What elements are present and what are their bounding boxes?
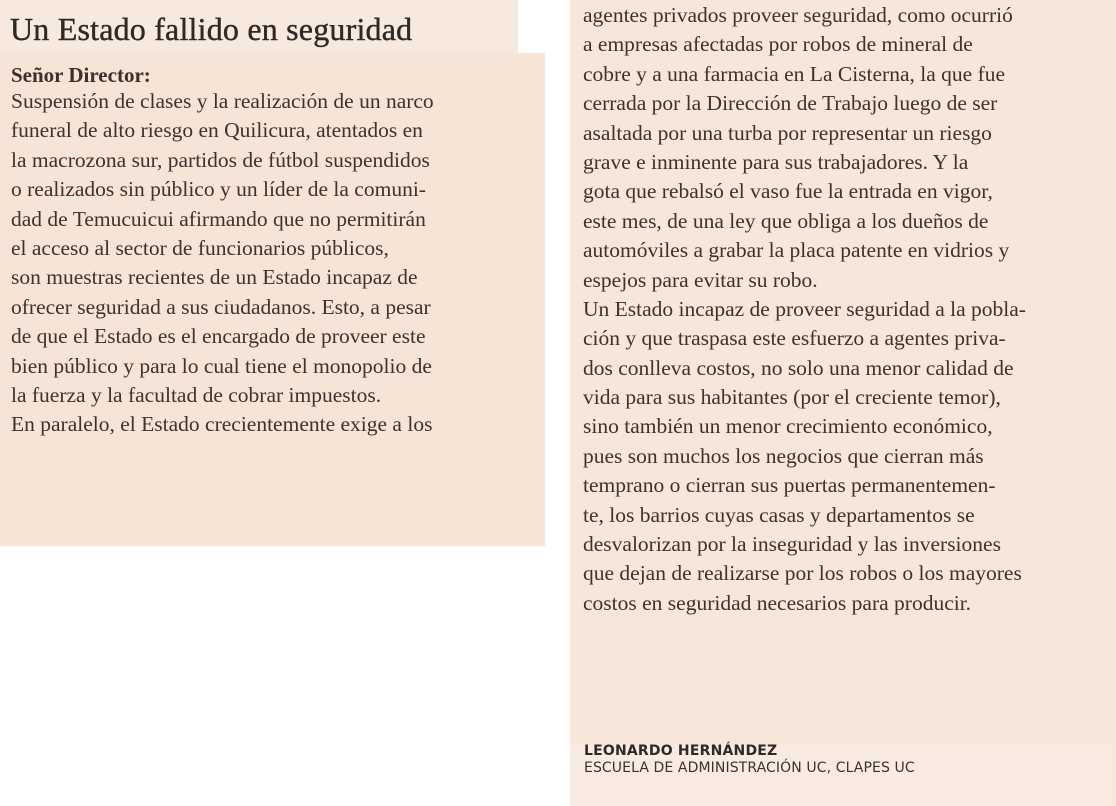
salutation: Señor Director: — [11, 63, 151, 87]
text-line: pues son muchos los negocios que cierran más — [583, 443, 984, 468]
text-line: la fuerza y la facultad de cobrar impuestos. — [11, 382, 382, 407]
author-affiliation: ESCUELA DE ADMINISTRACIÓN UC, CLAPES UC — [584, 760, 915, 776]
text-line: grave e inminente para sus trabajadores. Y la — [583, 149, 969, 174]
text-line: el acceso al sector de funcionarios públicos, — [11, 235, 389, 260]
text-line: ción y que traspasa este esfuerzo a agentes priva- — [583, 326, 1006, 351]
text-line: cerrada por la Dirección de Trabajo luego de ser — [583, 91, 998, 116]
article-title: Un Estado fallido en seguridad — [10, 11, 413, 47]
text-line: bien público y para lo cual tiene el monopolio de — [11, 353, 432, 378]
text-line: a empresas afectadas por robos de mineral de — [583, 32, 973, 57]
text-line: espejos para evitar su robo. — [583, 267, 818, 292]
text-line: sino también un menor crecimiento económico, — [583, 414, 993, 439]
text-line: temprano o cierran sus puertas permanentemen- — [583, 473, 996, 498]
text-line: cobre y a una farmacia en La Cisterna, la que fue — [583, 61, 1006, 86]
text-line: son muestras recientes de un Estado incapaz de — [11, 265, 418, 290]
text-line: te, los barrios cuyas casas y departamentos se — [583, 502, 975, 527]
text-line: este mes, de una ley que obliga a los dueños de — [583, 208, 989, 233]
text-line: ofrecer seguridad a sus ciudadanos. Esto, a pesar — [11, 294, 431, 319]
author-name: LEONARDO HERNÁNDEZ — [584, 743, 778, 759]
text-line: de que el Estado es el encargado de proveer este — [11, 324, 426, 349]
text-line: la macrozona sur, partidos de fútbol suspendidos — [11, 147, 430, 172]
text-line: En paralelo, el Estado crecientemente exige a los — [11, 412, 433, 437]
text-line: Suspensión de clases y la realización de un narco — [11, 89, 434, 113]
text-line: gota que rebalsó el vaso fue la entrada en vigor, — [583, 179, 993, 204]
text-line: agentes privados proveer seguridad, como ocurrió — [583, 3, 1013, 27]
text-line: funeral de alto riesgo en Quilicura, atentados en — [11, 118, 423, 143]
left-column-text — [11, 87, 434, 440]
text-line: vida para sus habitantes (por el creciente temor), — [583, 385, 1001, 410]
text-line: asaltada por una turba por representar un riesgo — [583, 120, 992, 145]
text-line: costos en seguridad necesarios para producir. — [583, 590, 972, 615]
right-column-text — [583, 1, 1026, 618]
text-line: Un Estado incapaz de proveer seguridad a la pobla- — [583, 296, 1026, 321]
text-line: dad de Temucuicui afirmando que no permitirán — [11, 206, 426, 231]
text-line: o realizados sin público y un líder de la comuni- — [11, 177, 426, 202]
text-line: que dejan de realizarse por los robos o los mayores — [583, 561, 1022, 586]
text-line: dos conlleva costos, no solo una menor calidad de — [583, 355, 1014, 380]
text-line: automóviles a grabar la placa patente en vidrios y — [583, 238, 1010, 263]
text-line: desvalorizan por la inseguridad y las inversiones — [583, 532, 1001, 557]
